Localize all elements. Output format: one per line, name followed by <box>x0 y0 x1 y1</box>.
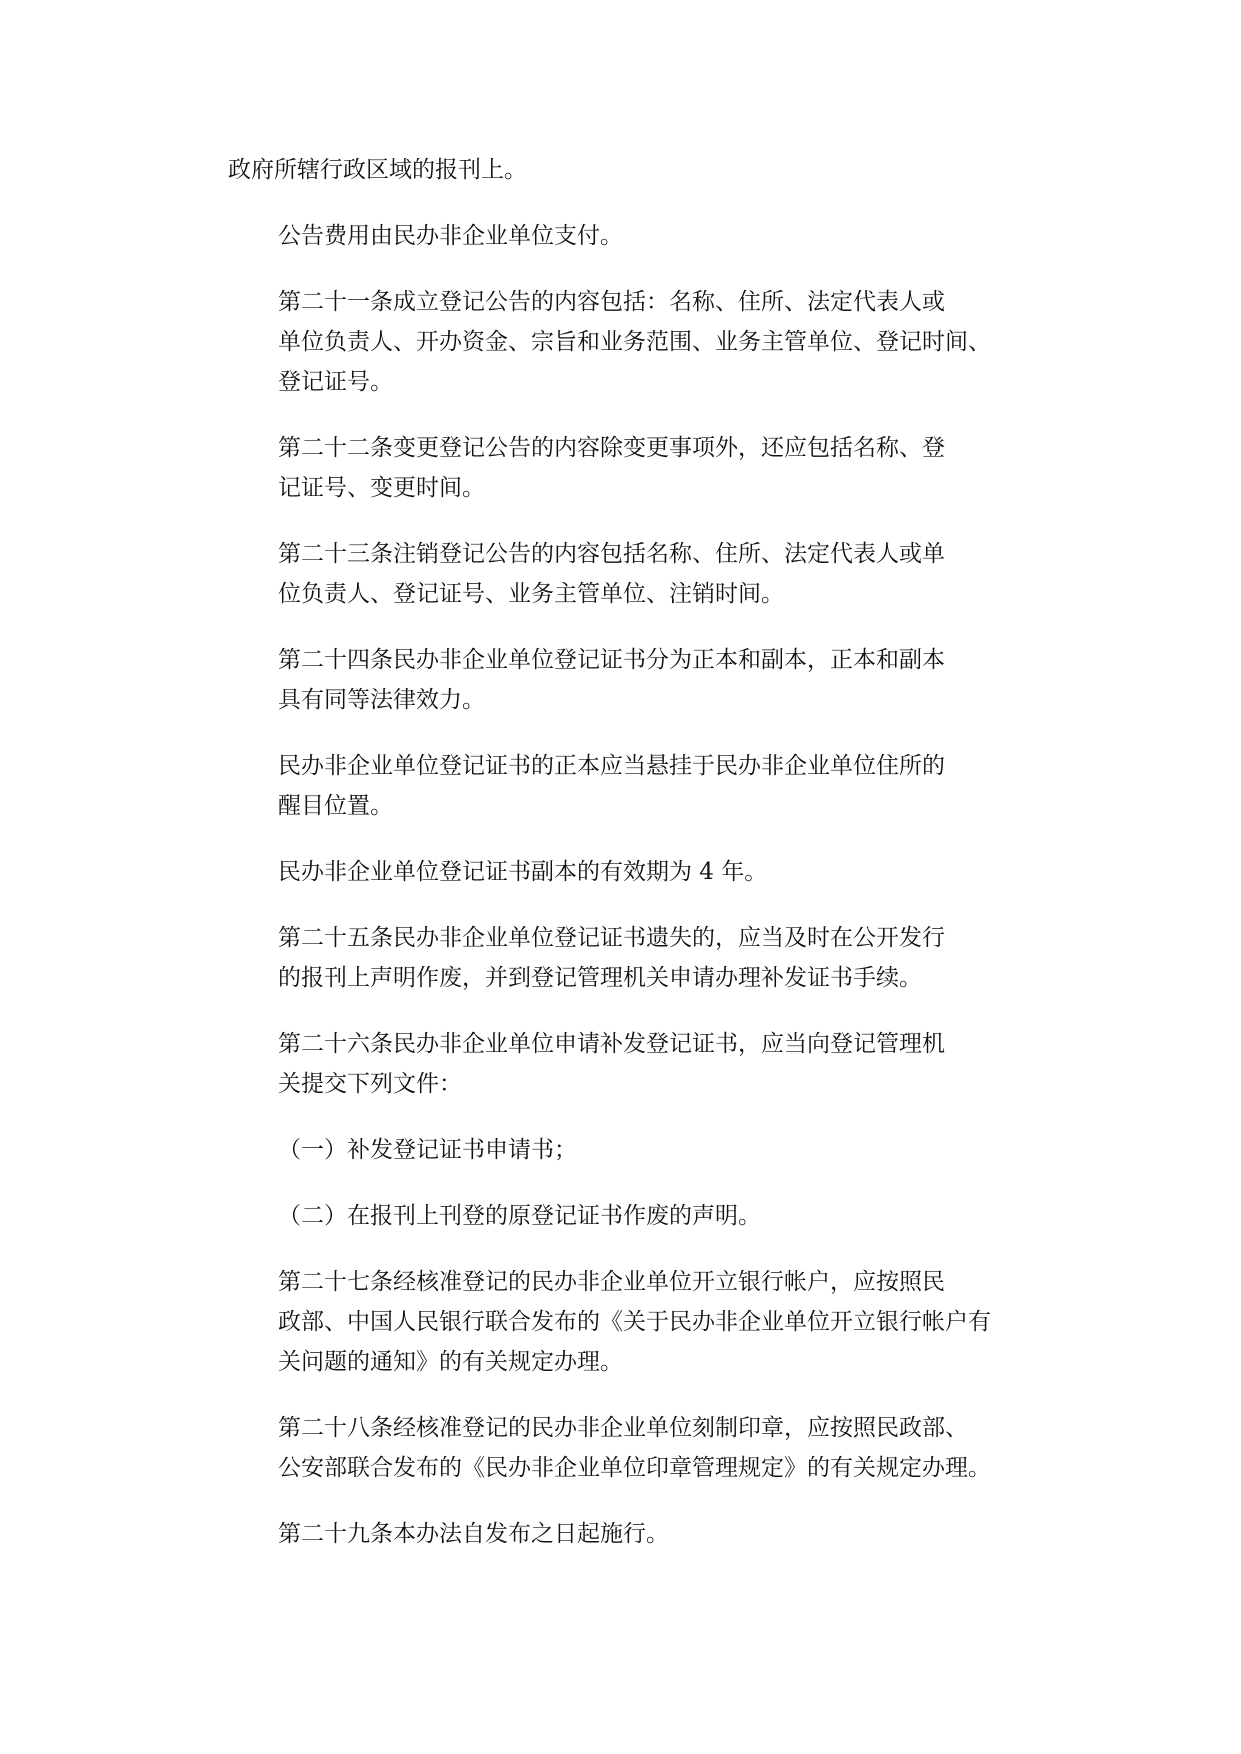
text-line: 第二十三条注销登记公告的内容包括名称、住所、法定代表人或单 <box>278 541 945 567</box>
text-line: 第二十二条变更登记公告的内容除变更事项外，还应包括名称、登 <box>278 435 945 461</box>
text-line: 民办非企业单位登记证书的正本应当悬挂于民办非企业单位住所的 <box>278 753 945 779</box>
document-body <box>228 150 1018 1580</box>
text-line: 单位负责人、开办资金、宗旨和业务范围、业务主管单位、登记时间、 <box>278 329 991 355</box>
paragraph <box>228 428 1018 508</box>
paragraph <box>228 1196 1018 1236</box>
paragraph <box>228 534 1018 614</box>
text-line: 第二十一条成立登记公告的内容包括：名称、住所、法定代表人或 <box>278 289 945 315</box>
text-line: 的报刊上声明作废，并到登记管理机关申请办理补发证书手续。 <box>278 965 922 991</box>
text-line: （一）补发登记证书申请书； <box>278 1137 577 1163</box>
text-line: 具有同等法律效力。 <box>278 687 485 713</box>
paragraph <box>228 746 1018 826</box>
text-line: 位负责人、登记证号、业务主管单位、注销时间。 <box>278 581 784 607</box>
paragraph <box>228 918 1018 998</box>
paragraph <box>228 1130 1018 1170</box>
paragraph <box>228 1514 1018 1554</box>
text-line: 第二十九条本办法自发布之日起施行。 <box>278 1521 669 1547</box>
text-line: 政府所辖行政区域的报刊上。 <box>228 157 527 183</box>
text-line: 公安部联合发布的《民办非企业单位印章管理规定》的有关规定办理。 <box>278 1455 991 1481</box>
text-line: 民办非企业单位登记证书副本的有效期为 4 年。 <box>278 859 768 885</box>
text-line: 公告费用由民办非企业单位支付。 <box>278 223 623 249</box>
paragraph <box>228 640 1018 720</box>
paragraph <box>228 1262 1018 1382</box>
text-line: 第二十四条民办非企业单位登记证书分为正本和副本，正本和副本 <box>278 647 945 673</box>
text-line: 第二十五条民办非企业单位登记证书遗失的，应当及时在公开发行 <box>278 925 945 951</box>
text-line: 登记证号。 <box>278 369 393 395</box>
text-line: 关问题的通知》的有关规定办理。 <box>278 1349 623 1375</box>
text-line: 第二十八条经核准登记的民办非企业单位刻制印章，应按照民政部、 <box>278 1415 968 1441</box>
paragraph <box>228 150 1018 190</box>
paragraph <box>228 1024 1018 1104</box>
text-line: 第二十七条经核准登记的民办非企业单位开立银行帐户，应按照民 <box>278 1269 945 1295</box>
paragraph <box>228 216 1018 256</box>
text-line: 第二十六条民办非企业单位申请补发登记证书，应当向登记管理机 <box>278 1031 945 1057</box>
text-line: 醒目位置。 <box>278 793 393 819</box>
text-line: 政部、中国人民银行联合发布的《关于民办非企业单位开立银行帐户有 <box>278 1309 991 1335</box>
paragraph <box>228 852 1018 892</box>
paragraph <box>228 282 1018 402</box>
text-line: （二）在报刊上刊登的原登记证书作废的声明。 <box>278 1203 761 1229</box>
paragraph <box>228 1408 1018 1488</box>
text-line: 记证号、变更时间。 <box>278 475 485 501</box>
text-line: 关提交下列文件： <box>278 1071 462 1097</box>
